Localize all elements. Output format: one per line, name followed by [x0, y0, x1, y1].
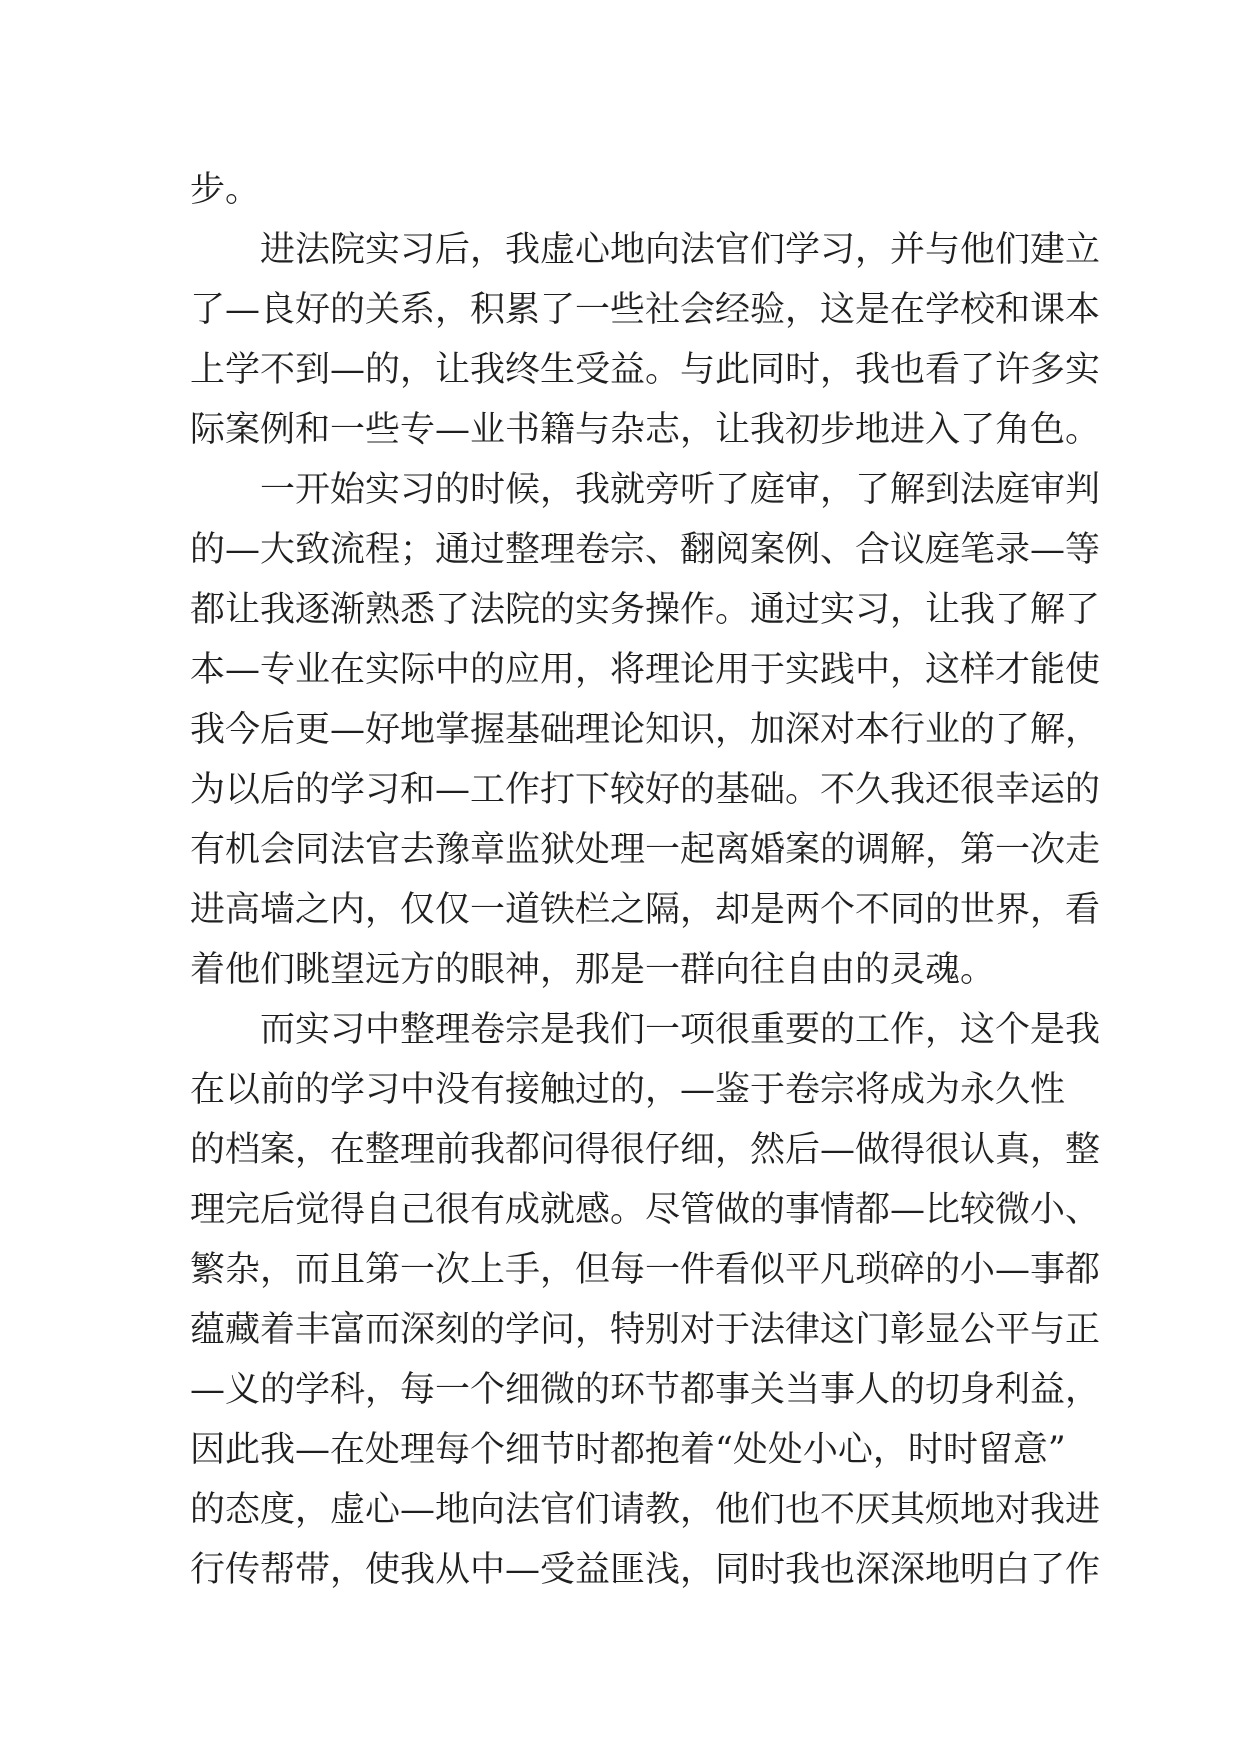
text-line: 都让我逐渐熟悉了法院的实务操作。通过实习，让我了解了	[190, 590, 1101, 630]
text-line: 为以后的学习和—工作打下较好的基础。不久我还很幸运的	[190, 770, 1101, 810]
text-line: 在以前的学习中没有接触过的，—鉴于卷宗将成为永久性	[190, 1070, 1066, 1110]
paragraph-start-line: 一开始实习的时候，我就旁听了庭审，了解到法庭审判	[260, 470, 1101, 510]
text-line: 的档案，在整理前我都问得很仔细，然后—做得很认真，整	[190, 1130, 1101, 1170]
text-line: 繁杂，而且第一次上手，但每一件看似平凡琐碎的小—事都	[190, 1250, 1101, 1290]
text-line: 着他们眺望远方的眼神，那是一群向往自由的灵魂。	[190, 950, 996, 990]
text-line: 际案例和一些专—业书籍与杂志，让我初步地进入了角色。	[190, 410, 1101, 450]
text-line: 了—良好的关系，积累了一些社会经验，这是在学校和课本	[190, 290, 1101, 330]
text-line: 蕴藏着丰富而深刻的学问，特别对于法律这门彰显公平与正	[190, 1310, 1101, 1350]
text-line: 上学不到—的，让我终生受益。与此同时，我也看了许多实	[190, 350, 1101, 390]
paragraph-start-line: 进法院实习后，我虚心地向法官们学习，并与他们建立	[260, 230, 1101, 270]
text-line: —义的学科，每一个细微的环节都事关当事人的切身利益，	[190, 1370, 1101, 1410]
text-line: 理完后觉得自己很有成就感。尽管做的事情都—比较微小、	[190, 1190, 1101, 1230]
text-line: 本—专业在实际中的应用，将理论用于实践中，这样才能使	[190, 650, 1101, 690]
text-line: 步。	[190, 170, 261, 210]
text-line: 的态度，虚心—地向法官们请教，他们也不厌其烦地对我进	[190, 1490, 1101, 1530]
text-line: 行传帮带，使我从中—受益匪浅，同时我也深深地明白了作	[190, 1550, 1101, 1590]
text-line: 有机会同法官去豫章监狱处理一起离婚案的调解，第一次走	[190, 830, 1101, 870]
text-line: 进高墙之内，仅仅一道铁栏之隔，却是两个不同的世界，看	[190, 890, 1101, 930]
paragraph-start-line: 而实习中整理卷宗是我们一项很重要的工作，这个是我	[260, 1010, 1101, 1050]
text-line: 的—大致流程；通过整理卷宗、翻阅案例、合议庭笔录—等	[190, 530, 1101, 570]
body-text	[190, 160, 1101, 1600]
text-line: 我今后更—好地掌握基础理论知识，加深对本行业的了解，	[190, 710, 1101, 750]
text-line: 因此我—在处理每个细节时都抱着“处处小心，时时留意”	[190, 1430, 1066, 1470]
